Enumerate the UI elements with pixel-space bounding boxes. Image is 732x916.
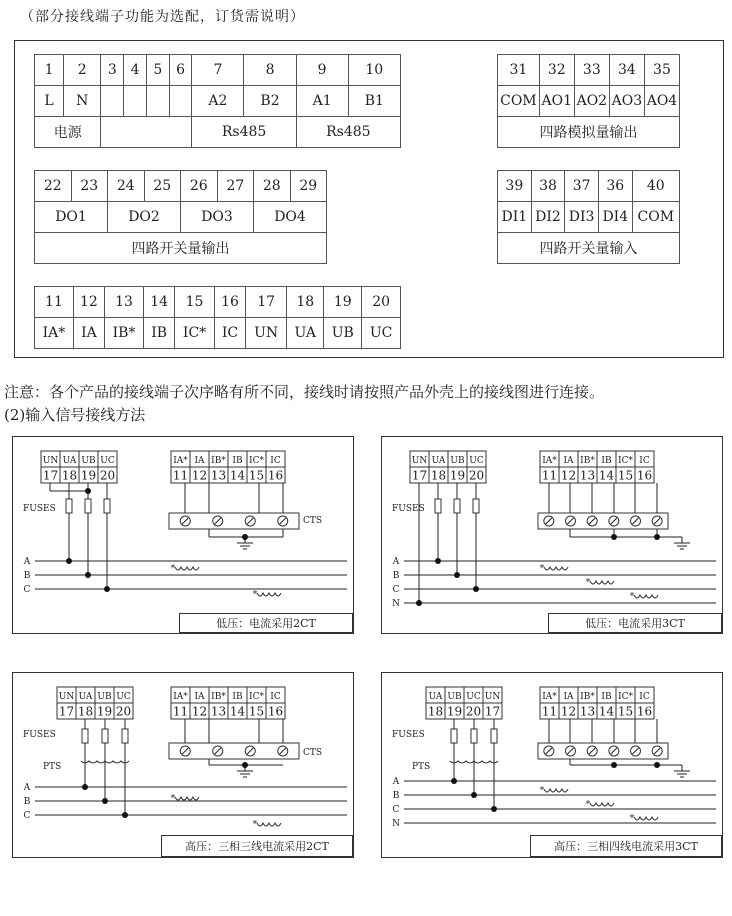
terminal-number: 26	[181, 171, 218, 202]
diagram-caption: 高压：三相四线电流采用3CT	[530, 835, 722, 857]
current-terminal-number: 11	[541, 468, 558, 483]
terminal-signal: AO4	[644, 86, 679, 117]
terminal-number: 35	[644, 55, 679, 86]
current-terminal-number: 14	[598, 704, 615, 719]
junction-dot	[242, 762, 248, 768]
terminal-number-row	[35, 171, 327, 202]
terminal-number: 20	[362, 287, 401, 318]
phase-line-label: B	[392, 791, 400, 801]
terminal-function-row	[498, 117, 680, 148]
terminal-signal: AO1	[539, 86, 574, 117]
terminal-signal: N	[64, 86, 101, 117]
terminal-signal: A1	[296, 86, 348, 117]
current-terminal-number: 12	[191, 704, 208, 719]
phase-line-label: N	[392, 599, 400, 609]
terminal-number: 4	[124, 55, 147, 86]
terminal-signal: UN	[245, 318, 286, 349]
phase-line-label: N	[392, 819, 400, 829]
current-terminal-number: 11	[172, 704, 189, 719]
diagram-caption: 低压：电流采用2CT	[179, 613, 353, 633]
section-title: (2)输入信号接线方法	[4, 406, 146, 424]
current-terminal-label: IA	[563, 692, 574, 702]
wiring-diagram-svg	[13, 437, 353, 633]
fuse-symbol	[104, 499, 110, 513]
terminal-number: 5	[146, 55, 169, 86]
terminal-number-row	[498, 171, 680, 202]
voltage-terminal-number: 17	[484, 704, 501, 719]
terminal-function-row	[35, 117, 401, 148]
terminal-number: 19	[324, 287, 362, 318]
phase-line-label: A	[23, 557, 31, 567]
current-terminal-label: IA*	[542, 692, 557, 702]
terminal-number: 7	[192, 55, 244, 86]
voltage-terminal-label: UB	[450, 456, 465, 466]
current-terminal-number: 16	[636, 468, 653, 483]
fuse-symbol	[85, 499, 91, 513]
current-terminal-label: IB*	[580, 692, 595, 702]
terminal-number: 34	[609, 55, 644, 86]
terminal-signal: AO2	[574, 86, 609, 117]
terminal-number: 38	[531, 171, 565, 202]
voltage-terminal-label: UA	[428, 692, 443, 702]
current-terminal-label: IB	[232, 692, 243, 702]
current-terminal-label: IB	[601, 456, 612, 466]
fuse-symbol	[451, 729, 457, 743]
terminal-signal: IC*	[175, 318, 215, 349]
current-terminal-number: 15	[248, 704, 265, 719]
junction-dot	[122, 812, 128, 818]
current-terminal-label: IC*	[249, 456, 264, 466]
terminal-function: 四路模拟量输出	[498, 117, 680, 148]
terminal-function: Rs485	[296, 117, 400, 148]
fuses-label: FUSES	[392, 504, 425, 514]
ct-coil-icon	[257, 593, 281, 596]
terminal-function: Rs485	[192, 117, 296, 148]
fuse-symbol	[473, 499, 479, 513]
terminal-number: 10	[348, 55, 400, 86]
terminal-number: 29	[290, 171, 327, 202]
voltage-terminal-number: 18	[61, 468, 78, 483]
terminal-function: 四路开关量输出	[35, 233, 327, 264]
phase-line-label: A	[23, 783, 31, 793]
ct-terminal-bar	[538, 743, 668, 759]
terminal-number: 9	[296, 55, 348, 86]
polarity-mark: *	[539, 786, 545, 796]
phase-line-label: B	[23, 797, 31, 807]
terminal-signal	[146, 86, 169, 117]
junction-dot	[654, 762, 660, 768]
terminal-signal-row	[498, 202, 680, 233]
voltage-terminal-number: 20	[465, 704, 482, 719]
ct-coil-icon	[257, 823, 281, 826]
ct-coil-icon	[634, 595, 658, 598]
polarity-mark: *	[629, 592, 635, 602]
terminal-number: 17	[245, 287, 286, 318]
fuse-symbol	[66, 499, 72, 513]
terminal-number: 31	[498, 55, 540, 86]
fuse-symbol	[122, 729, 128, 743]
wiring-diagram-low-voltage-3ct	[381, 436, 723, 634]
terminal-function-row	[498, 233, 680, 264]
terminal-signal: DI4	[598, 202, 632, 233]
polarity-mark: *	[252, 820, 258, 830]
phase-line-label: A	[392, 777, 400, 787]
voltage-terminal-label: UN	[411, 456, 428, 466]
terminal-signal: DO3	[181, 202, 254, 233]
polarity-mark: *	[629, 814, 635, 824]
voltage-terminal-number: 17	[58, 704, 75, 719]
terminal-number: 16	[215, 287, 246, 318]
voltage-terminal-number: 20	[115, 704, 132, 719]
terminal-function: 电源	[35, 117, 101, 148]
voltage-terminal-label: UN	[484, 692, 501, 702]
terminal-number: 32	[539, 55, 574, 86]
voltage-terminal-number: 20	[468, 468, 485, 483]
terminal-function-row	[35, 233, 327, 264]
phase-line-label: C	[392, 585, 400, 595]
voltage-terminal-label: UA	[78, 692, 93, 702]
fuses-label: FUSES	[23, 504, 56, 514]
terminal-function: 四路开关量输入	[498, 233, 680, 264]
phase-line-label: C	[392, 805, 400, 815]
terminal-number: 40	[632, 171, 679, 202]
terminal-number: 24	[108, 171, 145, 202]
current-terminal-number: 13	[210, 704, 227, 719]
current-terminal-number: 14	[229, 468, 246, 483]
terminal-number: 1	[35, 55, 64, 86]
polarity-mark: *	[585, 578, 591, 588]
current-terminal-number: 15	[617, 704, 634, 719]
terminal-signal	[169, 86, 192, 117]
terminal-signal: AO3	[609, 86, 644, 117]
terminal-number: 3	[101, 55, 124, 86]
voltage-terminal-label: UC	[116, 692, 131, 702]
terminal-signal: L	[35, 86, 64, 117]
current-terminal-number: 15	[248, 468, 265, 483]
current-terminal-label: IC*	[618, 692, 633, 702]
current-terminal-label: IC	[270, 692, 281, 702]
phase-line-label: B	[392, 571, 400, 581]
junction-dot	[104, 586, 110, 592]
voltage-terminal-label: UC	[100, 456, 115, 466]
terminal-number: 22	[35, 171, 72, 202]
terminal-signal-row	[498, 86, 680, 117]
voltage-terminal-number: 18	[77, 704, 94, 719]
terminal-signal: IC	[215, 318, 246, 349]
terminal-number: 2	[64, 55, 101, 86]
voltage-terminal-label: UA	[431, 456, 446, 466]
phase-line-label: C	[23, 585, 31, 595]
current-terminal-label: IC	[639, 456, 650, 466]
voltage-terminal-number: 17	[411, 468, 428, 483]
current-terminal-label: IC*	[618, 456, 633, 466]
ct-coil-icon	[634, 817, 658, 820]
wiring-diagram-high-voltage-2ct	[12, 672, 354, 858]
current-terminal-number: 11	[172, 468, 189, 483]
current-terminal-number: 14	[598, 468, 615, 483]
terminal-number-row	[35, 55, 401, 86]
polarity-mark: *	[585, 800, 591, 810]
terminal-number: 25	[144, 171, 181, 202]
terminal-signal: UA	[287, 318, 324, 349]
polarity-mark: *	[252, 590, 258, 600]
terminal-number: 39	[498, 171, 532, 202]
current-terminal-number: 12	[560, 704, 577, 719]
junction-dot	[66, 558, 72, 564]
ct-coil-icon	[590, 803, 614, 806]
wiring-diagram-svg	[382, 673, 722, 857]
current-terminal-number: 13	[579, 468, 596, 483]
current-terminal-label: IC	[639, 692, 650, 702]
current-terminal-number: 12	[191, 468, 208, 483]
terminal-signal	[124, 86, 147, 117]
cts-label: CTS	[303, 748, 323, 758]
phase-line-label: A	[392, 557, 400, 567]
voltage-terminal-number: 19	[449, 468, 466, 483]
junction-dot	[491, 806, 497, 812]
current-terminal-label: IB	[232, 456, 243, 466]
current-terminal-label: IB	[601, 692, 612, 702]
terminal-signal: A2	[192, 86, 244, 117]
terminal-number: 18	[287, 287, 324, 318]
terminal-number: 12	[73, 287, 104, 318]
terminal-signal: B2	[244, 86, 296, 117]
junction-dot	[85, 572, 91, 578]
voltage-terminal-label: UN	[58, 692, 75, 702]
terminal-number: 23	[71, 171, 108, 202]
fuse-symbol	[435, 499, 441, 513]
wiring-diagram-low-voltage-2ct	[12, 436, 354, 634]
current-terminal-number: 13	[579, 704, 596, 719]
junction-dot	[102, 798, 108, 804]
voltage-terminal-label: UC	[466, 692, 481, 702]
terminal-signal: COM	[498, 86, 540, 117]
current-terminal-label: IC*	[249, 692, 264, 702]
terminal-signal: UB	[324, 318, 362, 349]
terminal-number: 28	[254, 171, 291, 202]
terminal-table-digital-input	[497, 170, 680, 264]
voltage-terminal-label: UB	[81, 456, 96, 466]
voltage-terminal-number: 17	[42, 468, 59, 483]
voltage-terminal-label: UB	[97, 692, 112, 702]
current-terminal-label: IB*	[211, 692, 226, 702]
terminal-number: 8	[244, 55, 296, 86]
terminal-number-row	[35, 287, 401, 318]
terminal-number: 6	[169, 55, 192, 86]
terminal-signal: IA*	[35, 318, 74, 349]
polarity-mark: *	[170, 564, 176, 574]
fuse-symbol	[102, 729, 108, 743]
current-terminal-label: IC	[270, 456, 281, 466]
junction-dot	[82, 784, 88, 790]
current-terminal-label: IA	[563, 456, 574, 466]
terminal-signal: DO2	[108, 202, 181, 233]
voltage-terminal-label: UA	[62, 456, 77, 466]
current-terminal-label: IB*	[211, 456, 226, 466]
terminal-number: 36	[598, 171, 632, 202]
terminal-table-analog-output	[497, 54, 680, 148]
terminal-number-row	[498, 55, 680, 86]
junction-dot	[471, 792, 477, 798]
terminal-number: 37	[565, 171, 599, 202]
voltage-terminal-label: UC	[469, 456, 484, 466]
phase-line-label: B	[23, 571, 31, 581]
ct-coil-icon	[544, 567, 568, 570]
fuse-symbol	[82, 729, 88, 743]
voltage-terminal-number: 20	[99, 468, 116, 483]
current-terminal-label: IA*	[173, 692, 188, 702]
junction-dot	[451, 778, 457, 784]
junction-dot	[473, 586, 479, 592]
terminal-signal	[101, 86, 124, 117]
voltage-terminal-number: 19	[80, 468, 97, 483]
top-note: （部分接线端子功能为选配，订货需说明）	[20, 9, 305, 25]
terminal-signal-row	[35, 202, 327, 233]
current-terminal-label: IB*	[580, 456, 595, 466]
ct-coil-icon	[544, 789, 568, 792]
diagram-caption: 高压：三相三线电流采用2CT	[161, 835, 353, 857]
fuse-symbol	[454, 499, 460, 513]
terminal-signal: COM	[632, 202, 679, 233]
wiring-diagram-high-voltage-3ct	[381, 672, 723, 858]
junction-dot	[242, 534, 248, 540]
terminal-signal: DI2	[531, 202, 565, 233]
current-terminal-label: IA	[194, 456, 205, 466]
current-terminal-number: 12	[560, 468, 577, 483]
terminal-signal: IB	[144, 318, 175, 349]
current-terminal-label: IA	[194, 692, 205, 702]
junction-dot	[611, 762, 617, 768]
fuse-symbol	[491, 729, 497, 743]
terminal-signal: UC	[362, 318, 401, 349]
terminal-number: 15	[175, 287, 215, 318]
terminal-table-power-rs485	[34, 54, 401, 148]
terminal-signal: DI3	[565, 202, 599, 233]
polarity-mark: *	[539, 564, 545, 574]
terminal-number: 33	[574, 55, 609, 86]
junction-dot	[85, 488, 91, 494]
terminal-signal-row	[35, 318, 401, 349]
current-terminal-number: 16	[267, 704, 284, 719]
ct-terminal-bar	[538, 513, 668, 529]
terminal-signal: DO4	[254, 202, 327, 233]
current-terminal-number: 16	[636, 704, 653, 719]
voltage-terminal-number: 18	[430, 468, 447, 483]
current-terminal-number: 16	[267, 468, 284, 483]
fuses-label: FUSES	[23, 730, 56, 740]
ct-coil-icon	[175, 567, 199, 570]
wiring-diagram-svg	[382, 437, 722, 633]
current-terminal-number: 11	[541, 704, 558, 719]
polarity-mark: *	[170, 794, 176, 804]
voltage-terminal-number: 19	[446, 704, 463, 719]
terminal-signal: IA	[73, 318, 104, 349]
wiring-notice: 注意：各个产品的接线端子次序略有所不同，接线时请按照产品外壳上的接线图进行连接。	[4, 383, 605, 401]
junction-dot	[435, 558, 441, 564]
terminal-number: 11	[35, 287, 74, 318]
terminal-signal: DO1	[35, 202, 108, 233]
voltage-terminal-number: 18	[427, 704, 444, 719]
ct-coil-icon	[175, 797, 199, 800]
junction-dot	[611, 534, 617, 540]
current-terminal-number: 13	[210, 468, 227, 483]
terminal-function	[101, 117, 192, 148]
current-terminal-label: IA*	[173, 456, 188, 466]
phase-line-label: C	[23, 811, 31, 821]
current-terminal-number: 15	[617, 468, 634, 483]
wiring-diagram-svg	[13, 673, 353, 857]
terminal-signal: DI1	[498, 202, 532, 233]
ct-coil-icon	[590, 581, 614, 584]
terminal-number: 27	[217, 171, 254, 202]
voltage-terminal-label: UN	[42, 456, 59, 466]
cts-label: CTS	[303, 516, 323, 526]
terminal-table-signal-input	[34, 286, 401, 349]
voltage-terminal-label: UB	[447, 692, 462, 702]
fuses-label: FUSES	[392, 730, 425, 740]
current-terminal-label: IA*	[542, 456, 557, 466]
junction-dot	[454, 572, 460, 578]
diagram-caption: 低压：电流采用3CT	[548, 613, 722, 633]
terminal-signal: IB*	[104, 318, 143, 349]
terminal-number: 13	[104, 287, 143, 318]
terminal-signal: B1	[348, 86, 400, 117]
terminal-table-digital-output	[34, 170, 327, 264]
terminal-signal-row	[35, 86, 401, 117]
pts-label: PTS	[43, 762, 62, 772]
current-terminal-number: 14	[229, 704, 246, 719]
junction-dot	[654, 534, 660, 540]
terminal-number: 14	[144, 287, 175, 318]
junction-dot	[416, 600, 422, 606]
voltage-terminal-number: 19	[96, 704, 113, 719]
pts-label: PTS	[412, 762, 431, 772]
fuse-symbol	[471, 729, 477, 743]
